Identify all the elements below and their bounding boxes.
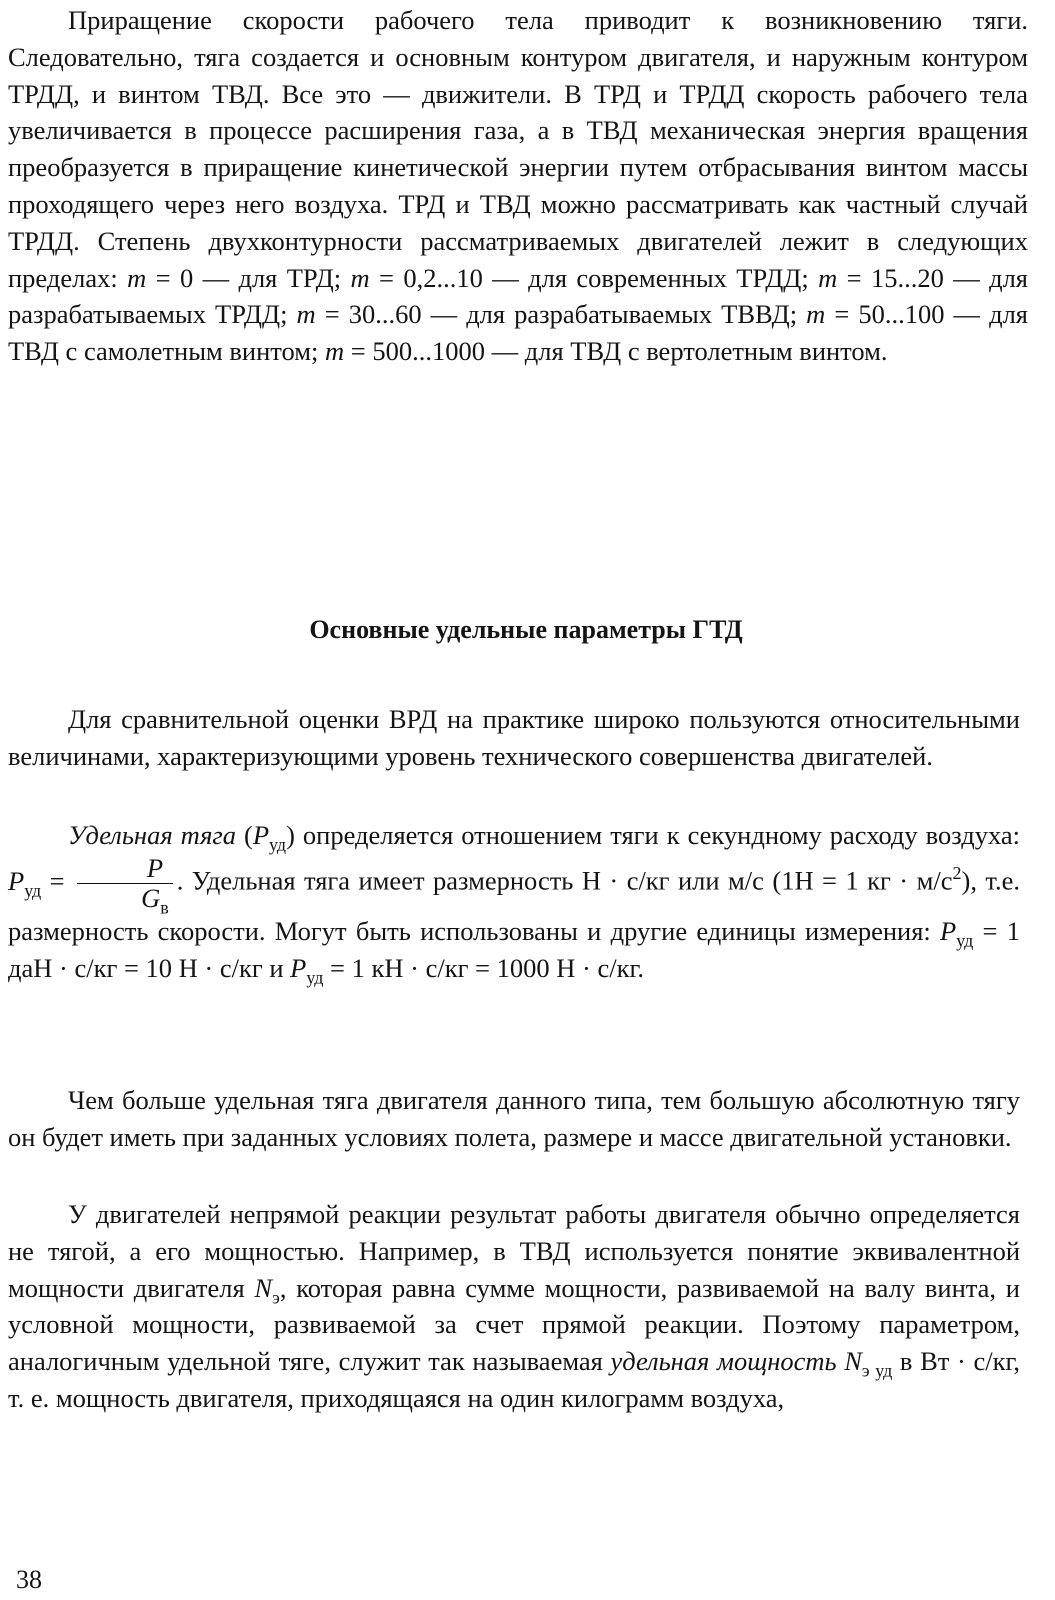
range-2: m = 0,2...10 — для современных ТРДД; xyxy=(350,262,819,293)
var-m: m xyxy=(818,262,838,293)
var-m: m xyxy=(296,299,316,330)
symbol-p: P xyxy=(252,820,270,850)
range-1: m = 0 — для ТРД; xyxy=(127,262,351,293)
paragraph-specific-thrust: Удельная тяга $(P_{уд})$ определяется отношением тяги к секундному расходу воздуха: $P_{уд}$ = $\frac{P}{G_в}$ . Удельная тяга имеет размерность Н · с/кг или м/с (1Н = 1 кг · $м/с^2$), т.е. размерность скорости. Могут быть использованы и другие единицы измерения: $P_{уд} = 1$ даН · с/кг = 10 Н · с/кг и $P_{уд} = 1$ кН · с/кг = 1000 Н · с/кг. xyxy=(8,820,1020,988)
formula-specific-thrust: $P_{уд}$ = $\frac{P}{G_в}$ xyxy=(8,866,177,896)
symbol-n: N xyxy=(254,1272,273,1303)
page-number: 38 xyxy=(16,1565,42,1594)
var-m: m xyxy=(127,262,147,293)
term-specific-thrust: Удельная тяга xyxy=(68,820,237,850)
range-4: m = 30...60 — для разрабатываемых ТВВД; xyxy=(296,299,807,330)
range-5: m = 50...100 — для ТВД с самолетным винтом; xyxy=(8,299,1028,367)
paragraph-absolute-thrust: Чем больше удельная тяга двигателя данного типа, тем большую абсолютную тягу он будет иметь при заданных условиях полета, размере и массе двигательной установки. xyxy=(8,1085,1020,1152)
term-specific-power: удельная мощность xyxy=(610,1346,837,1377)
range-6: m = 500...1000 — для ТВД с вертолетным винтом. xyxy=(325,336,888,367)
paragraph-intro: Для сравнительной оценки ВРД на практике широко пользуются относительными величинами, характеризующими уровень технического совершенства двигателей. xyxy=(8,704,1020,771)
var-m: m xyxy=(350,262,370,293)
paragraph-specific-power: У двигателей непрямой реакции результат работы двигателя обычно определяется не тягой, а его мощностью. Например, в ТВД используется понятие эквивалентной мощности двигателя $N_э$, которая равна сумме мощности, развиваемой на валу винта, и условной мощности, развиваемой за счет прямой реакции. Поэтому параметром, аналогичным удельной тяге, служит так называемая удельная мощность $N_{э уд}$ в Вт · с/кг, т. е. мощность двигателя, приходящаяся на один килограмм воздуха, xyxy=(8,1199,1020,1413)
section-heading: Основные удельные параметры ГТД xyxy=(309,615,743,644)
var-m: m xyxy=(806,299,826,330)
paragraph-bypass-ratio xyxy=(8,2,1028,370)
range-3: m = 15...20 — для разрабатываемых ТРДД; xyxy=(8,262,1029,330)
fraction: $\frac{P}{G_в}$ xyxy=(77,854,173,913)
var-m: m xyxy=(325,336,345,367)
paragraph-text: Приращение скорости рабочего тела приводит к возникновению тяги. Следовательно, тяга создается и основным контуром двигателя, и наружным контуром ТРДД, и винтом ТВД. Все это — движители. В ТРД и ТРДД скорость рабочего тела увеличивается в процессе расширения газа, а в ТВД механическая энергия вращения преобразуется в приращение кинетической энергии путем отбрасывания винтом массы проходящего через него воздуха. ТРД и ТВД можно рассматривать как частный случай ТРДД. Степень двухконтурности рассматриваемых двигателей лежит в следующих пределах: xyxy=(8,5,1028,293)
